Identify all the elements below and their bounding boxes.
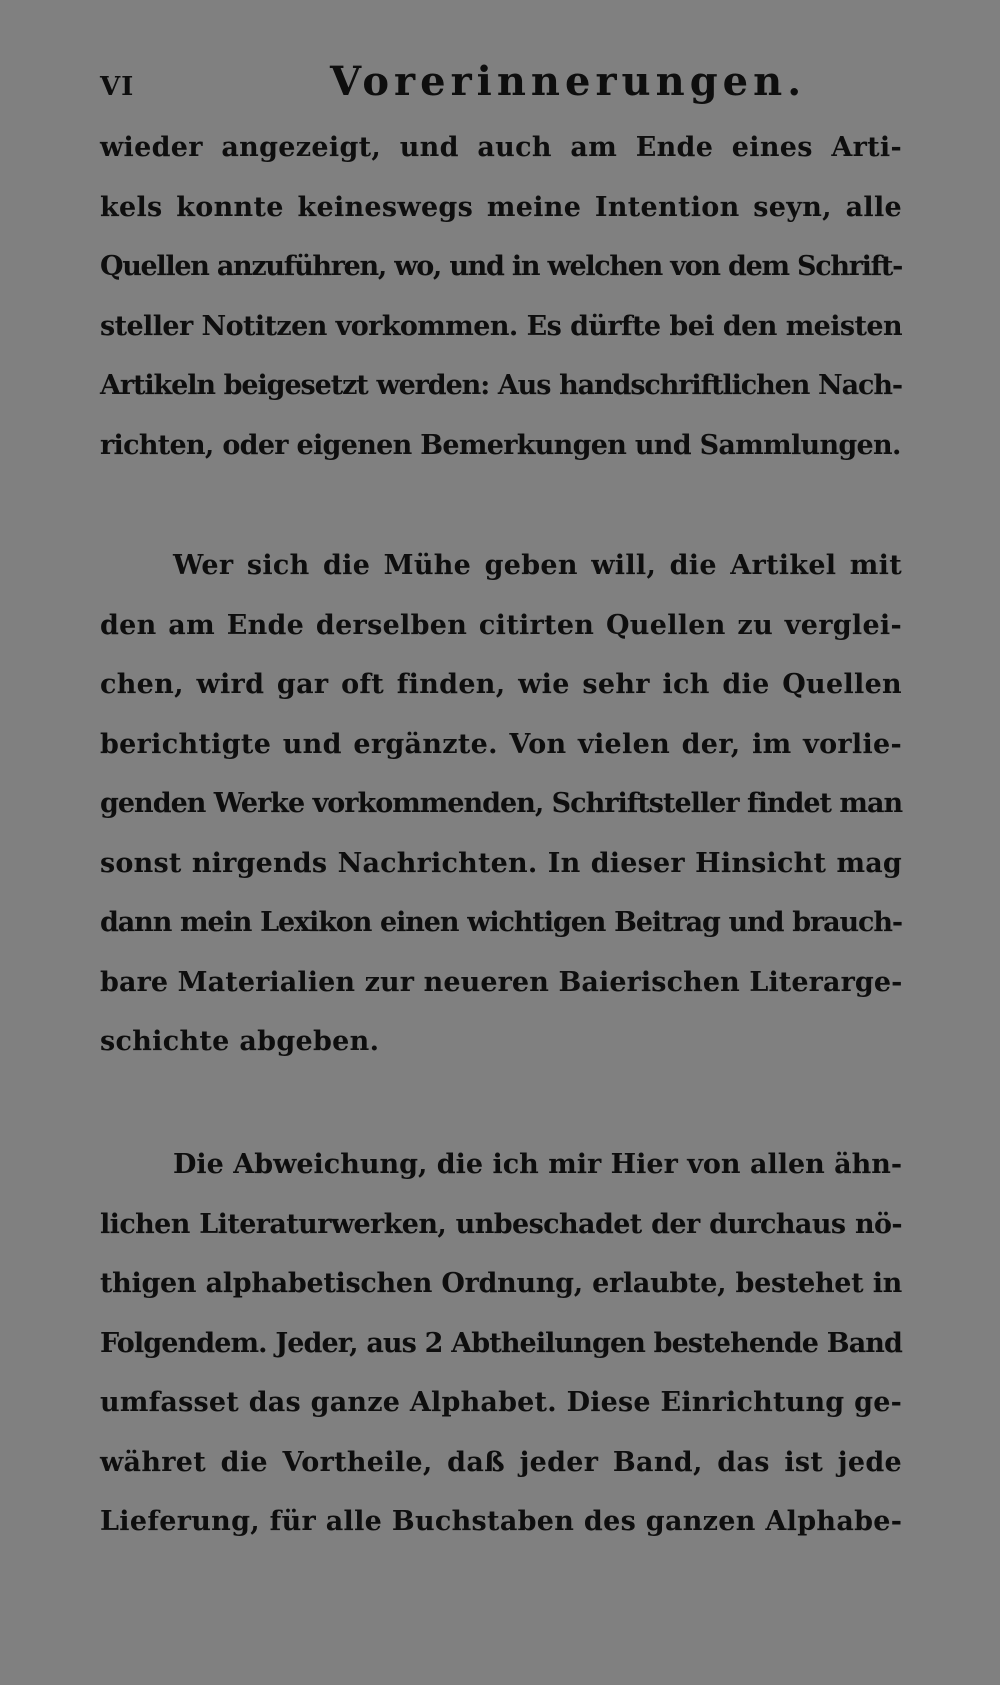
paragraph-2 (100, 536, 902, 1072)
text-line: währet die Vortheile, daß jeder Band, das ist jede (100, 1446, 902, 1478)
text-line: kels konnte keineswegs meine Intention seyn, alle (100, 191, 902, 223)
running-title: Vorerinnerungen. (330, 58, 807, 105)
text-line: genden Werke vorkommenden, Schriftsteller findet man (100, 788, 903, 819)
text-line: sonst nirgends Nachrichten. In dieser Hinsicht mag (100, 847, 902, 879)
text-line: dann mein Lexikon einen wichtigen Beitrag und brauch- (100, 907, 902, 938)
paragraph-3 (100, 1135, 902, 1552)
paragraph-1 (100, 118, 902, 475)
text-line: Wer sich die Mühe geben will, die Artikel mit (173, 550, 902, 581)
text-line: umfasset das ganze Alphabet. Diese Einrichtung ge- (100, 1387, 902, 1418)
text-line: bare Materialien zur neueren Baierischen Literarge- (100, 966, 903, 998)
text-line: Folgendem. Jeder, aus 2 Abtheilungen bestehende Band (100, 1327, 902, 1359)
text-line: schichte abgeben. (100, 1026, 380, 1057)
text-line: den am Ende derselben citirten Quellen zu verglei- (100, 609, 902, 641)
text-line: chen, wird gar oft finden, wie sehr ich die Quellen (100, 669, 902, 700)
text-line: Artikeln beigesetzt werden: Aus handschriftlichen Nach- (100, 370, 902, 401)
text-line: berichtigte und ergänzte. Von vielen der, im vorlie- (100, 728, 902, 760)
text-line: wieder angezeigt, und auch am Ende eines Arti- (100, 132, 902, 163)
text-line: lichen Literaturwerken, unbeschadet der durchaus nö- (100, 1208, 902, 1240)
text-line: thigen alphabetischen Ordnung, erlaubte, bestehet in (100, 1268, 902, 1299)
page-header (100, 58, 900, 108)
page-number: VI (100, 72, 135, 102)
text-line: richten, oder eigenen Bemerkungen und Sammlungen. (100, 429, 901, 461)
text-line: Quellen anzuführen, wo, und in welchen von dem Schrift- (100, 251, 902, 282)
text-line: Lieferung, für alle Buchstaben des ganzen Alphabe- (100, 1506, 903, 1537)
text-line: steller Notitzen vorkommen. Es dürfte bei den meisten (100, 310, 902, 342)
text-line: Die Abweichung, die ich mir Hier von allen ähn- (173, 1149, 903, 1180)
